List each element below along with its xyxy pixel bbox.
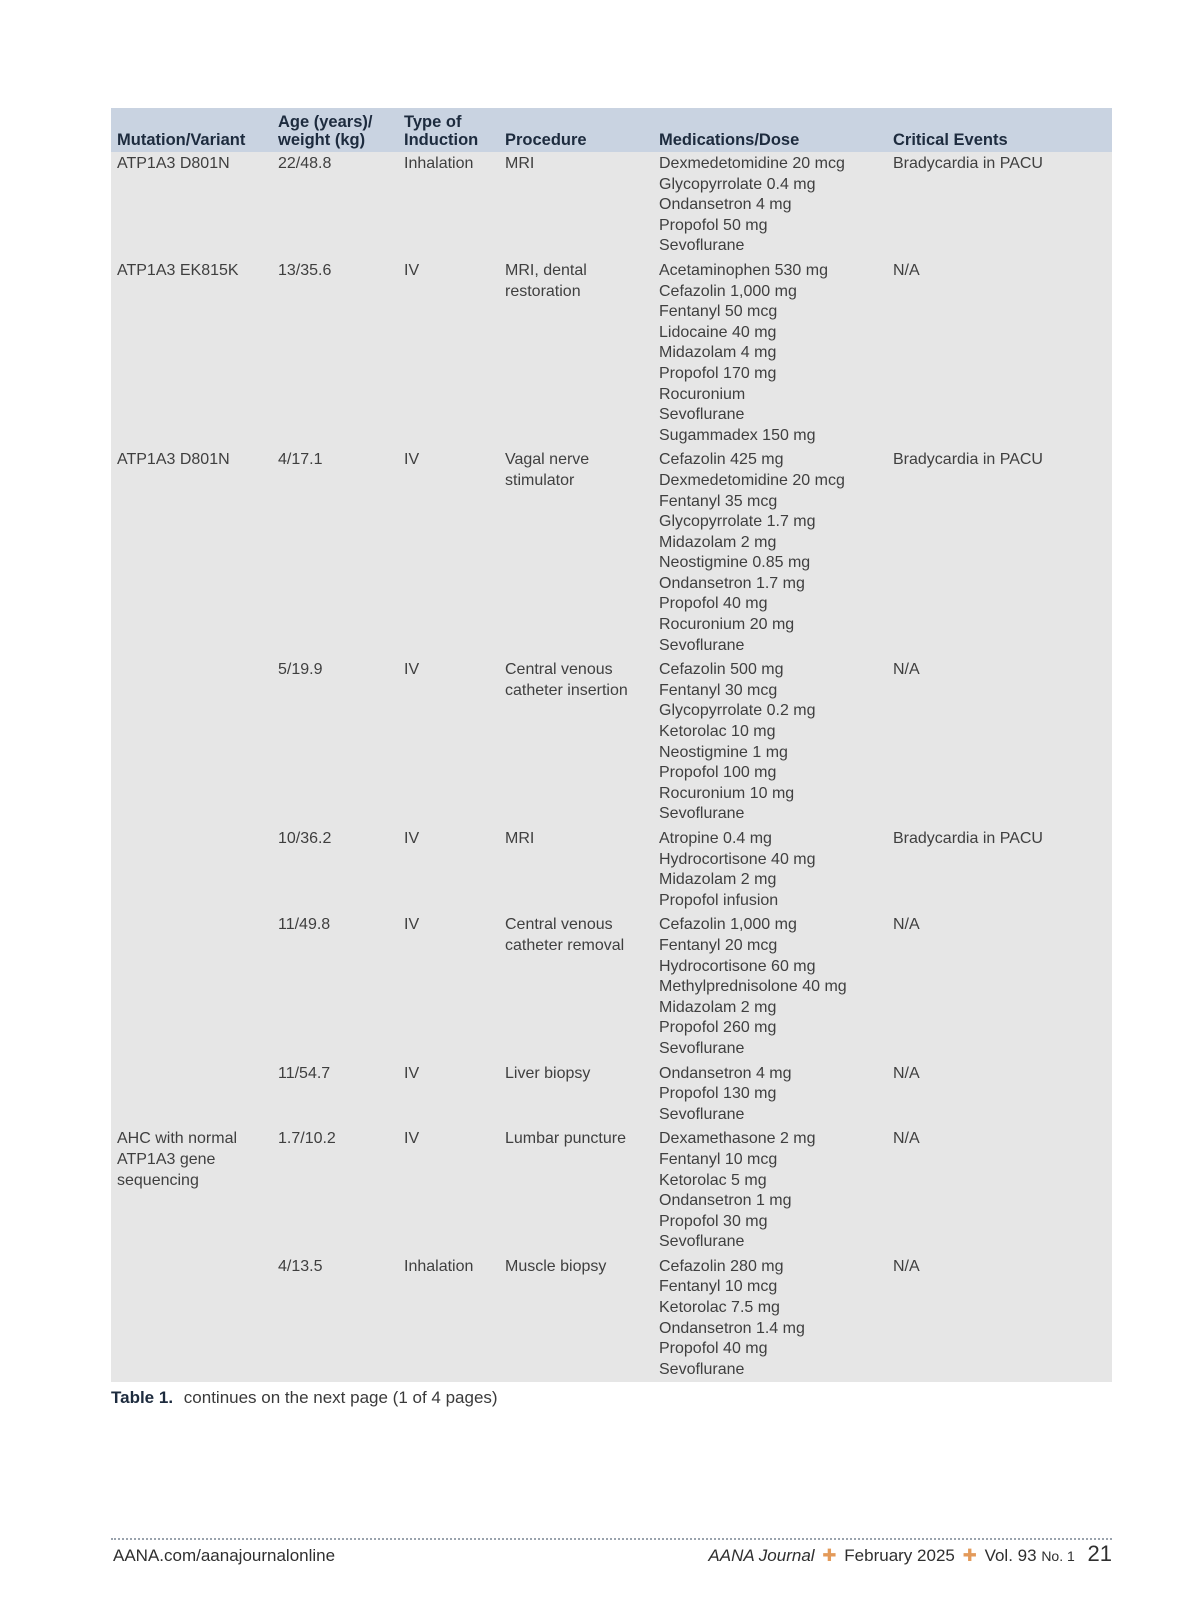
cell-medications-line: Cefazolin 1,000 mg [659,282,797,300]
page-number: 21 [1087,1541,1112,1566]
footer-issue: No. 1 [1041,1548,1075,1564]
cell-medications [653,1127,887,1255]
table-row [111,827,1112,913]
cell-age-weight: 10/36.2 [278,830,332,847]
cell-medications-line: Cefazolin 1,000 mg [659,916,797,934]
cell-medications-line: Ondansetron 1.4 mg [659,1319,805,1337]
cell-medications-line: Hydrocortisone 40 mg [659,850,816,868]
cell-mutation [111,259,272,448]
cell-medications-line: Acetaminophen 530 mg [659,261,828,279]
cell-age-weight: 5/19.9 [278,661,323,679]
cell-age-weight: 13/35.6 [278,261,332,279]
cell-medications-line: Cefazolin 500 mg [659,661,784,679]
cell-medications-line: Dexamethasone 2 mg [659,1130,816,1148]
cell-medications-line: Lidocaine 40 mg [659,323,777,341]
cell-procedure [499,448,653,658]
cell-medications-line: Rocuronium 20 mg [659,616,795,634]
footer-journal: AANA Journal [708,1546,815,1565]
cell-mutation [111,913,272,1061]
caption-label: Table 1. [111,1388,174,1407]
cell-mutation [111,1255,272,1383]
cell-induction: IV [404,1130,420,1148]
cell-medications-line: Sevoflurane [659,636,745,654]
cell-medications-line: Ondansetron 4 mg [659,196,792,214]
footer-dotted-divider [111,1538,1112,1540]
cell-medications-line: Sugammadex 150 mg [659,426,816,444]
cell-critical-events: Bradycardia in PACU [893,155,1043,172]
table-header-row [111,108,1112,152]
cell-procedure-line: catheter removal [505,936,625,954]
column-header-age-weight: Age (years)/ weight (kg) [272,108,398,152]
footer-volume: Vol. 93 [984,1546,1037,1565]
cell-medications-line: Sevoflurane [659,237,745,255]
cell-medications-line: Ondansetron 4 mg [659,1064,792,1082]
cell-mutation [111,1127,272,1255]
cell-medications-line: Ondansetron 1.7 mg [659,574,805,592]
cell-medications [653,448,887,658]
cell-medications-line: Propofol 40 mg [659,1340,768,1358]
cell-induction: IV [404,916,420,934]
cell-age-weight: 1.7/10.2 [278,1130,336,1148]
cell-mutation-line: sequencing [117,1171,199,1189]
cell-medications-line: Propofol 260 mg [659,1019,777,1037]
cell-mutation [111,152,272,259]
cell-medications [653,827,887,913]
cell-mutation [111,1062,272,1128]
cell-procedure-line: Liver biopsy [505,1064,591,1082]
cell-age-weight: 11/54.7 [278,1064,331,1082]
cell-medications-line: Midazolam 2 mg [659,533,777,551]
footer-url: AANA.com/aanajournalonline [113,1546,336,1565]
footer-date: February 2025 [844,1546,955,1565]
cell-medications-line: Propofol 30 mg [659,1212,768,1230]
cell-medications-line: Midazolam 2 mg [659,998,777,1016]
cell-critical-events: Bradycardia in PACU [893,830,1043,847]
cell-age-weight: 4/17.1 [278,451,323,469]
cell-critical-events: N/A [893,661,920,679]
cell-procedure [499,1127,653,1255]
footer-citation [708,1541,1112,1567]
cell-mutation [111,448,272,658]
cell-medications-line: Midazolam 4 mg [659,344,777,362]
cell-procedure [499,259,653,448]
cell-mutation-line: ATP1A3 D801N [117,451,230,469]
cell-medications-line: Sevoflurane [659,1233,745,1251]
cell-medications-line: Fentanyl 30 mcg [659,681,778,699]
cell-procedure-line: Central venous [505,916,613,934]
cell-procedure-line: Lumbar puncture [505,1130,626,1148]
table-row [111,259,1112,448]
cell-critical-events: N/A [893,1064,920,1082]
cell-induction: IV [404,1064,420,1082]
cell-medications-line: Neostigmine 0.85 mg [659,554,811,572]
cell-medications-line: Atropine 0.4 mg [659,830,772,847]
cell-medications [653,259,887,448]
table-row [111,448,1112,658]
cell-medications-line: Sevoflurane [659,1039,745,1057]
cell-medications-line: Glycopyrrolate 1.7 mg [659,513,816,531]
cell-age-weight: 22/48.8 [278,155,332,172]
cell-medications [653,913,887,1061]
cell-medications-line: Sevoflurane [659,805,745,823]
cell-procedure-line: stimulator [505,471,575,489]
table-caption [111,1388,498,1408]
cell-medications-line: Midazolam 2 mg [659,871,777,889]
cell-medications-line: Ondansetron 1 mg [659,1192,792,1210]
cell-procedure [499,152,653,259]
cell-mutation [111,827,272,913]
cell-medications [653,152,887,259]
cell-medications-line: Fentanyl 20 mcg [659,936,778,954]
cell-medications-line: Rocuronium [659,385,746,403]
cell-procedure [499,658,653,827]
cell-medications-line: Propofol infusion [659,891,779,909]
footer-separator-icon: ✚ [962,1546,977,1565]
cell-medications-line: Sevoflurane [659,406,745,424]
cell-procedure-line: Muscle biopsy [505,1257,607,1275]
cell-induction: IV [404,451,420,469]
cell-medications [653,658,887,827]
column-header-critical-events: Critical Events [887,108,1112,152]
cell-critical-events: Bradycardia in PACU [893,451,1043,469]
cell-medications-line: Propofol 130 mg [659,1085,777,1103]
column-header-procedure: Procedure [499,108,653,152]
cell-medications-line: Cefazolin 280 mg [659,1257,784,1275]
cell-medications-line: Cefazolin 425 mg [659,451,784,469]
cell-critical-events: N/A [893,916,920,934]
cell-medications [653,1062,887,1128]
cell-medications [653,1255,887,1383]
medication-table [111,108,1112,1382]
cell-medications-line: Fentanyl 10 mcg [659,1150,778,1168]
cell-age-weight: 11/49.8 [278,916,331,934]
cell-procedure-line: restoration [505,282,581,300]
table-row [111,913,1112,1061]
cell-critical-events: N/A [893,1257,920,1275]
cell-mutation-line: ATP1A3 D801N [117,155,230,172]
table-row [111,658,1112,827]
cell-procedure-line: Central venous [505,661,613,679]
cell-procedure-line: MRI, dental [505,261,587,279]
cell-induction: IV [404,830,420,847]
cell-medications-line: Fentanyl 10 mcg [659,1278,778,1296]
cell-critical-events: N/A [893,261,920,279]
cell-medications-line: Neostigmine 1 mg [659,743,788,761]
cell-induction: Inhalation [404,1257,474,1275]
cell-mutation-line: ATP1A3 gene [117,1150,216,1168]
cell-medications-line: Hydrocortisone 60 mg [659,957,816,975]
cell-medications-line: Propofol 40 mg [659,595,768,613]
table-body [111,152,1112,1382]
table-row [111,1255,1112,1383]
cell-medications-line: Propofol 170 mg [659,364,777,382]
cell-procedure [499,827,653,913]
cell-procedure-line: MRI [505,830,535,847]
cell-medications-line: Ketorolac 5 mg [659,1171,767,1189]
column-header-medications: Medications/Dose [653,108,887,152]
cell-mutation-line: AHC with normal [117,1130,238,1148]
medication-table-container [111,108,1112,1382]
column-header-mutation: Mutation/Variant [111,108,272,152]
footer-separator-icon: ✚ [822,1546,837,1565]
table-row [111,152,1112,259]
cell-mutation [111,658,272,827]
column-header-induction: Type of Induction [398,108,499,152]
cell-procedure [499,1255,653,1383]
cell-procedure [499,1062,653,1128]
cell-medications-line: Ketorolac 10 mg [659,723,776,741]
cell-age-weight: 4/13.5 [278,1257,323,1275]
cell-medications-line: Sevoflurane [659,1360,745,1378]
caption-text: continues on the next page (1 of 4 pages) [183,1388,498,1407]
cell-medications-line: Sevoflurane [659,1105,745,1123]
cell-induction: Inhalation [404,155,474,172]
cell-medications-line: Glycopyrrolate 0.2 mg [659,702,816,720]
cell-medications-line: Propofol 100 mg [659,764,777,782]
cell-induction: IV [404,661,420,679]
cell-medications-line: Propofol 50 mg [659,216,768,234]
cell-medications-line: Dexmedetomidine 20 mcg [659,471,845,489]
cell-procedure-line: Vagal nerve [505,451,590,469]
cell-critical-events: N/A [893,1130,920,1148]
cell-medications-line: Methylprednisolone 40 mg [659,978,847,996]
table-row [111,1062,1112,1128]
cell-medications-line: Fentanyl 50 mcg [659,303,778,321]
table-row [111,1127,1112,1255]
cell-procedure [499,913,653,1061]
cell-medications-line: Dexmedetomidine 20 mcg [659,155,845,172]
cell-procedure-line: catheter insertion [505,681,628,699]
cell-procedure-line: MRI [505,155,535,172]
cell-medications-line: Glycopyrrolate 0.4 mg [659,175,816,193]
cell-mutation-line: ATP1A3 EK815K [117,261,239,279]
cell-medications-line: Rocuronium 10 mg [659,784,795,802]
cell-induction: IV [404,261,420,279]
cell-medications-line: Ketorolac 7.5 mg [659,1299,780,1317]
cell-medications-line: Fentanyl 35 mcg [659,492,778,510]
